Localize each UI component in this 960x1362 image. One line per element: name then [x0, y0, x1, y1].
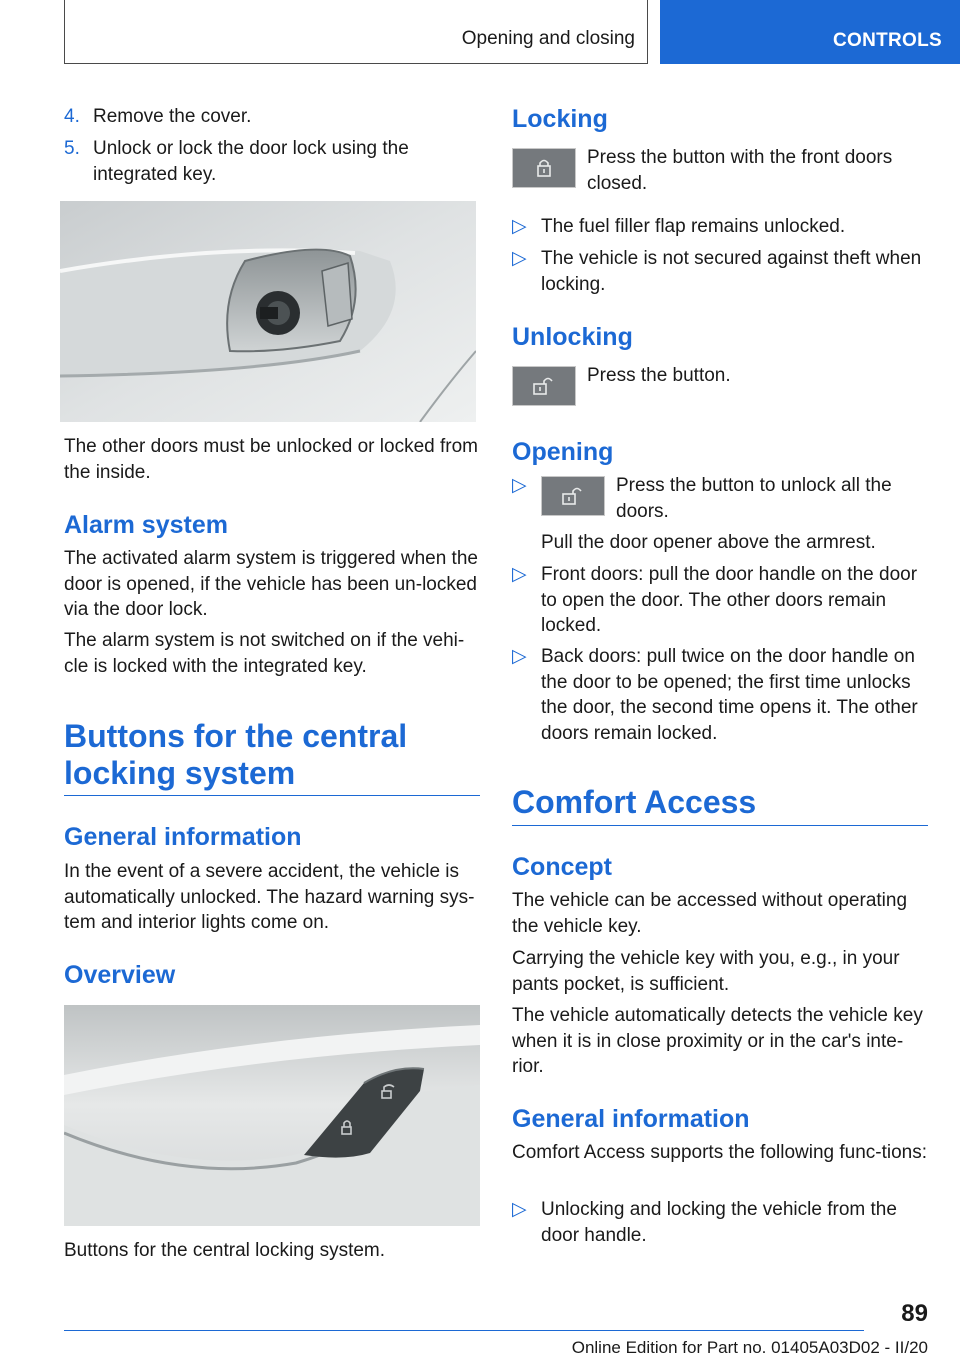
paragraph: The other doors must be unlocked or locked from the inside.	[64, 436, 478, 483]
heading-alarm-system: Alarm system	[64, 511, 228, 539]
bullet-glyph: ▷	[512, 564, 527, 585]
chapter-tab-label: CONTROLS	[832, 30, 942, 51]
paragraph: The activated alarm system is triggered when the door is opened, if the vehicle has been un-locked via the door lock.	[64, 548, 478, 620]
paragraph: The vehicle can be accessed without operating the vehicle key.	[512, 890, 908, 937]
step-text: Remove the cover.	[93, 106, 252, 127]
heading-concept: Concept	[512, 853, 612, 881]
edition-line: Online Edition for Part no. 01405A03D02 - II/20	[571, 1338, 928, 1357]
bullet-glyph: ▷	[512, 216, 527, 237]
bullet-item	[512, 644, 928, 746]
paragraph: Pull the door opener above the armrest.	[541, 532, 876, 553]
lock-button-image	[512, 148, 576, 188]
heading-unlocking: Unlocking	[512, 323, 633, 351]
bullet-glyph: ▷	[512, 248, 527, 269]
bullet-text: Front doors: pull the door handle on the door to open the door. The other doors remain locked.	[541, 564, 918, 636]
bullet-text: The fuel filler flap remains unlocked.	[541, 216, 846, 237]
lock-icon	[532, 156, 556, 180]
running-header-section: Opening and closing	[461, 28, 635, 49]
bullet-glyph: ▷	[512, 475, 527, 496]
heading-locking: Locking	[512, 105, 608, 133]
bullet-text: Press the button to unlock all the doors.	[616, 475, 892, 522]
unlock-button-image	[512, 366, 576, 406]
unlock-button-image	[541, 476, 605, 516]
heading-rule	[64, 795, 480, 796]
paragraph: The vehicle automatically detects the vehicle key when it is in close proximity or in the car's inte-rior.	[512, 1005, 923, 1077]
bullet-glyph: ▷	[512, 1199, 527, 1220]
bullet-text: The vehicle is not secured against theft when locking.	[541, 248, 922, 295]
heading-rule	[512, 825, 928, 826]
paragraph: Press the button with the front doors closed.	[587, 147, 893, 194]
bullet-item	[512, 1197, 928, 1248]
heading-general-information: General information	[64, 823, 302, 851]
bullet-text: Back doors: pull twice on the door handle on the door to be opened; the first time unlocks the door, the second time opens it. The other doors remain locked.	[541, 646, 918, 744]
heading-comfort-access: Comfort Access	[512, 784, 757, 820]
bullet-item	[512, 246, 928, 297]
heading-general-information: General information	[512, 1105, 750, 1133]
heading-buttons-central-locking: Buttons for the central locking system	[64, 718, 408, 791]
step-5	[64, 136, 480, 187]
unlock-icon	[559, 484, 587, 508]
paragraph: The alarm system is not switched on if the vehi-cle is locked with the integrated key.	[64, 630, 465, 677]
bullet-item	[512, 214, 928, 240]
step-number: 4.	[64, 106, 80, 127]
paragraph: Carrying the vehicle key with you, e.g., in your pants pocket, is sufficient.	[512, 948, 900, 995]
step-number: 5.	[64, 138, 80, 159]
heading-overview: Overview	[64, 961, 176, 989]
unlock-icon	[530, 374, 558, 398]
paragraph: Press the button.	[587, 365, 731, 386]
paragraph: In the event of a severe accident, the vehicle is automatically unlocked. The hazard warning sys-tem and interior lights come on.	[64, 861, 475, 933]
step-4	[64, 104, 480, 130]
photo-caption: Buttons for the central locking system.	[64, 1240, 386, 1261]
step-text: Unlock or lock the door lock using the integrated key.	[93, 138, 409, 185]
heading-opening: Opening	[512, 438, 614, 466]
footer-rule	[64, 1330, 864, 1331]
bullet-glyph: ▷	[512, 646, 527, 667]
bullet-text: Unlocking and locking the vehicle from the door handle.	[541, 1199, 897, 1246]
bullet-item	[512, 562, 928, 639]
central-locking-buttons-photo	[64, 1005, 480, 1226]
door-lock-photo	[60, 201, 476, 422]
page-number: 89	[901, 1300, 928, 1327]
paragraph: Comfort Access supports the following func-tions:	[512, 1142, 928, 1163]
